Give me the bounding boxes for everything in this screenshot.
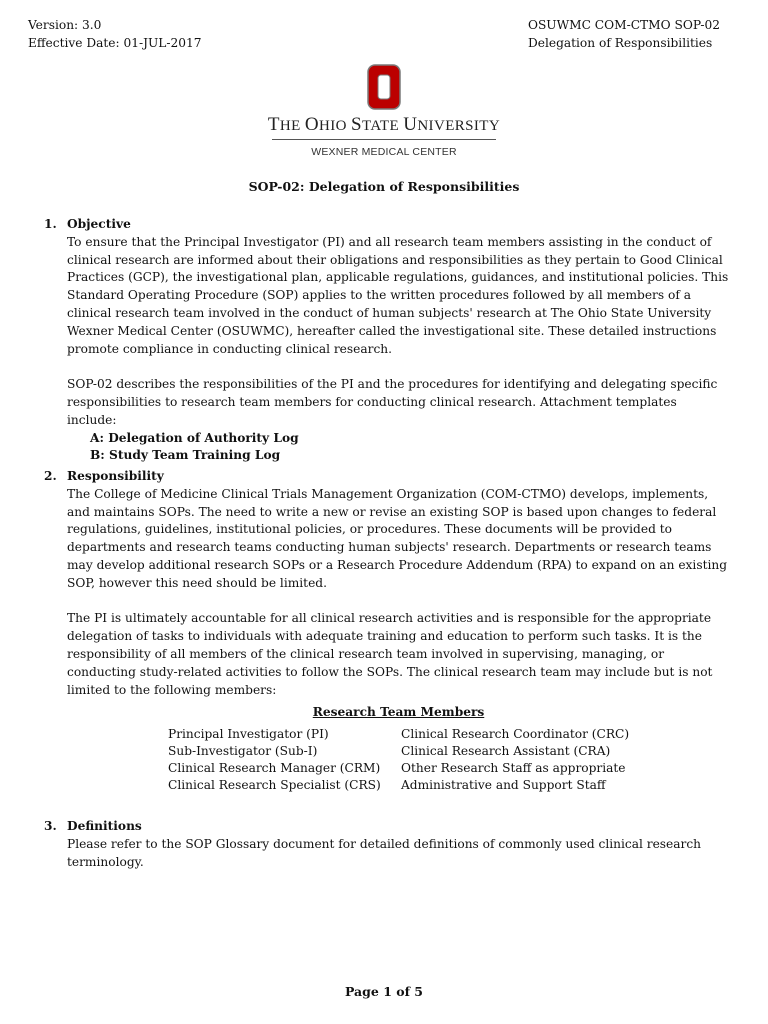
team-member: Sub-Investigator (Sub-I): [168, 744, 318, 759]
header-left: [28, 16, 202, 52]
section-title: Objective: [67, 217, 131, 231]
responsibility-paragraph: The College of Medicine Clinical Trials Management Organization (COM-CTMO) develops, implements, and maintains SOPs. The need to write a new or revise an existing SOP is based upon changes to federal regulations, guidelines, institutional policies, or procedures. These documents will be provided to departments and research teams conducting human subjects' research. Departments or research teams may develop additional research SOPs or a Research Procedure Addendum (RPA) to expand on an existing SOP, however this need should be limited.: [67, 486, 728, 590]
section-number: 3.: [44, 819, 57, 833]
section-title: Definitions: [67, 819, 142, 833]
attachment-a: A: Delegation of Authority Log: [90, 430, 299, 445]
team-member: Administrative and Support Staff: [401, 778, 606, 793]
team-members-list: [168, 726, 730, 794]
team-member: Principal Investigator (PI): [168, 727, 329, 742]
section-heading: [30, 468, 730, 486]
team-members-title: Research Team Members: [312, 705, 485, 720]
team-member: Clinical Research Manager (CRM): [168, 761, 381, 776]
effective-date-label: Effective Date: 01-JUL-2017: [28, 36, 202, 50]
team-member: Clinical Research Coordinator (CRC): [401, 727, 630, 742]
doc-code-label: OSUWMC COM-CTMO SOP-02: [527, 18, 720, 32]
section-objective: [30, 216, 730, 465]
medical-center-name: WEXNER MEDICAL CENTER: [311, 146, 457, 158]
attachment-b: B: Study Team Training Log: [90, 448, 281, 463]
team-member: Clinical Research Specialist (CRS): [168, 778, 381, 793]
doc-subject-label: Delegation of Responsibilities: [527, 36, 713, 50]
version-label: Version: 3.0: [28, 18, 102, 32]
team-member: Clinical Research Assistant (CRA): [401, 744, 611, 759]
university-name: THE OHIO STATE UNIVERSITY: [267, 114, 501, 135]
logo-divider: [272, 139, 496, 140]
page-number: Page 1 of 5: [344, 984, 424, 999]
header-right: [528, 16, 720, 52]
definitions-paragraph: Please refer to the SOP Glossary document for detailed definitions of commonly used clinical research terminology.: [67, 836, 702, 869]
block-o-icon: [367, 64, 401, 110]
objective-paragraph: To ensure that the Principal Investigator (PI) and all research team members assisting in the conduct of clinical research are informed about their obligations and responsibilities as they pertain to Good Clinical Practices (GCP), the investigational plan, applicable regulations, guidances, and institutional policies. This Standard Operating Procedure (SOP) applies to the written procedures followed by all members of a clinical research team involved in the conduct of human subjects' research at The Ohio State University Wexner Medical Center (OSUWMC), hereafter called the investigational site. These detailed instructions promote compliance in conducting clinical research.: [67, 234, 729, 356]
team-member: Other Research Staff as appropriate: [401, 761, 626, 776]
section-responsibility: [30, 468, 730, 794]
responsibility-paragraph-2: The PI is ultimately accountable for all clinical research activities and is responsible for the appropriate delegation of tasks to individuals with adequate training and education to perform such tasks. It is the responsibility of all members of the clinical research team involved in supervising, managing, or conducting study-related activities to follow the SOPs. The clinical research team may include but is not limited to the following members:: [67, 611, 713, 697]
section-title: Responsibility: [67, 469, 164, 483]
section-heading: [30, 216, 730, 234]
university-logo: [0, 64, 768, 162]
section-definitions: [30, 818, 730, 871]
section-number: 1.: [44, 217, 57, 231]
document-title: SOP-02: Delegation of Responsibilities: [248, 179, 520, 194]
objective-paragraph-2: SOP-02 describes the responsibilities of the PI and the procedures for identifying and delegating specific responsibilities to research team members for conducting clinical research. Attachment templates include:: [67, 377, 718, 427]
section-heading: [30, 818, 730, 836]
section-number: 2.: [44, 469, 57, 483]
